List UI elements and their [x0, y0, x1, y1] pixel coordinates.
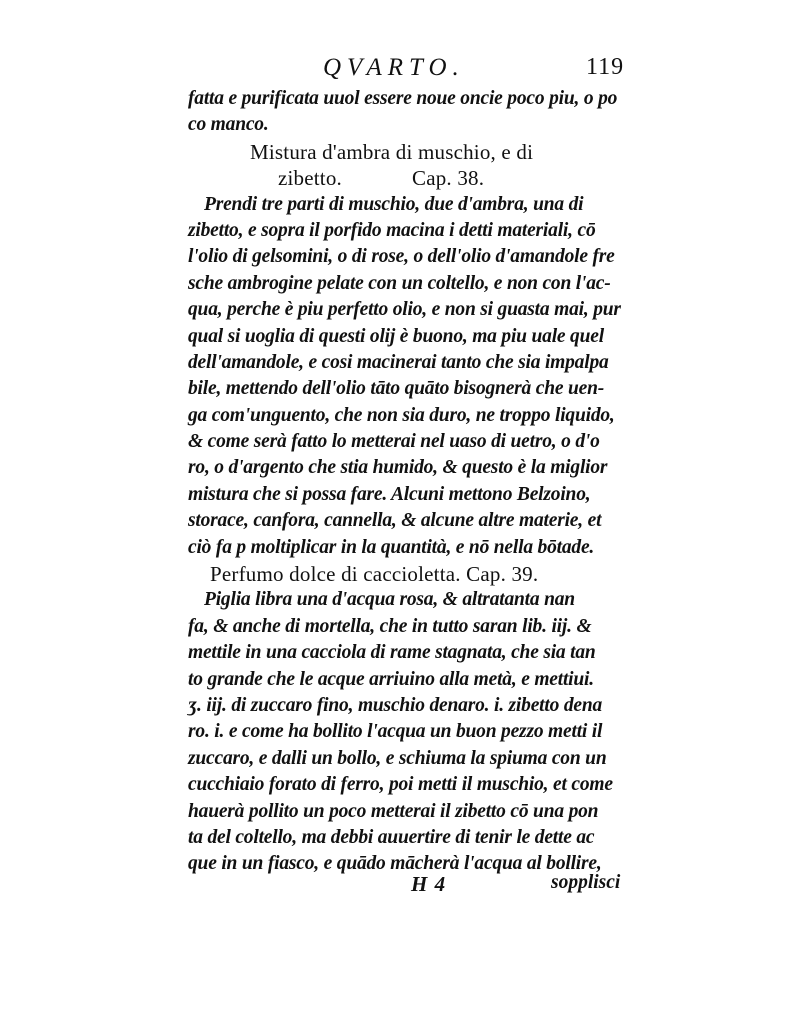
text-line: zuccaro, e dalli un bollo, e schiuma la spiuma con un — [188, 747, 607, 769]
text-line: ciò fa p moltiplicar in la quantità, e nō nella bōtade. — [188, 536, 595, 558]
text-line: co manco. — [188, 114, 269, 136]
text-line: fa, & anche di mortella, che in tutto saran lib. iij. & — [188, 615, 592, 637]
text-line: qua, perche è piu perfetto olio, e non si guasta mai, pur — [188, 299, 621, 321]
text-line: Prendi tre parti di muschio, due d'ambra, una di — [204, 193, 584, 215]
text-line: l'olio di gelsomini, o di rose, o dell'olio d'amandole fre — [188, 246, 615, 268]
text-line: zibetto, e sopra il porfido macina i detti materiali, cō — [188, 219, 596, 241]
text-line: ro, o d'argento che stia humido, & questo è la miglior — [188, 457, 608, 479]
catchword: sopplisci — [551, 872, 621, 893]
page-footer — [0, 872, 800, 906]
section-heading: Perfumo dolce di caccioletta. Cap. 39. — [210, 562, 539, 587]
text-line: que in un fiasco, e quādo mācherà l'acqua al bollire, — [188, 853, 602, 875]
text-line: sche ambrogine pelate con un coltello, e non con l'ac- — [188, 272, 611, 294]
heading-text: zibetto. — [278, 166, 342, 191]
chapter-number: Cap. 38. — [412, 166, 485, 191]
text-line: Piglia libra una d'acqua rosa, & altratanta nan — [204, 589, 575, 611]
text-line: mistura che si possa fare. Alcuni mettono Belzoino, — [188, 483, 591, 505]
text-line: cucchiaio forato di ferro, poi metti il muschio, et come — [188, 774, 613, 796]
text-line: storace, canfora, cannella, & alcune altre materie, et — [188, 510, 602, 532]
text-line: ta del coltello, ma debbi auuertire di tenir le dette ac — [188, 826, 595, 848]
text-line: ga com'unguento, che non sia duro, ne troppo liquido, — [188, 404, 615, 426]
text-line: & come serà fatto lo metterai nel uaso di uetro, o d'o — [188, 431, 600, 453]
section-heading-continued — [188, 165, 648, 191]
text-line: fatta e purificata uuol essere noue oncie poco piu, o po — [188, 88, 618, 109]
running-head: QVARTO. — [323, 54, 465, 81]
text-line: mettile in una cacciola di rame stagnata, che sia tan — [188, 642, 596, 664]
text-line: qual si uoglia di questi olij è buono, ma piu uale quel — [188, 325, 604, 347]
text-line: dell'amandole, e cosi macinerai tanto che sia impalpa — [188, 351, 609, 373]
text-line: ʒ. iij. di zuccaro fino, muschio denaro. i. zibetto dena — [188, 694, 603, 716]
page-body — [188, 86, 648, 878]
text-line: hauerà pollito un poco metterai il zibetto cō una pon — [188, 800, 599, 822]
section-heading: Mistura d'ambra di muschio, e di — [250, 139, 534, 164]
signature-mark: H 4 — [411, 872, 447, 896]
page-header — [0, 54, 800, 88]
text-line: to grande che le acque arriuino alla metà, e mettiui. — [188, 668, 594, 690]
text-line: ro. i. e come ha bollito l'acqua un buon pezzo metti il — [188, 721, 603, 743]
page-number: 119 — [586, 54, 625, 80]
text-line: bile, mettendo dell'olio tāto quāto bisognerà che uen- — [188, 378, 605, 400]
